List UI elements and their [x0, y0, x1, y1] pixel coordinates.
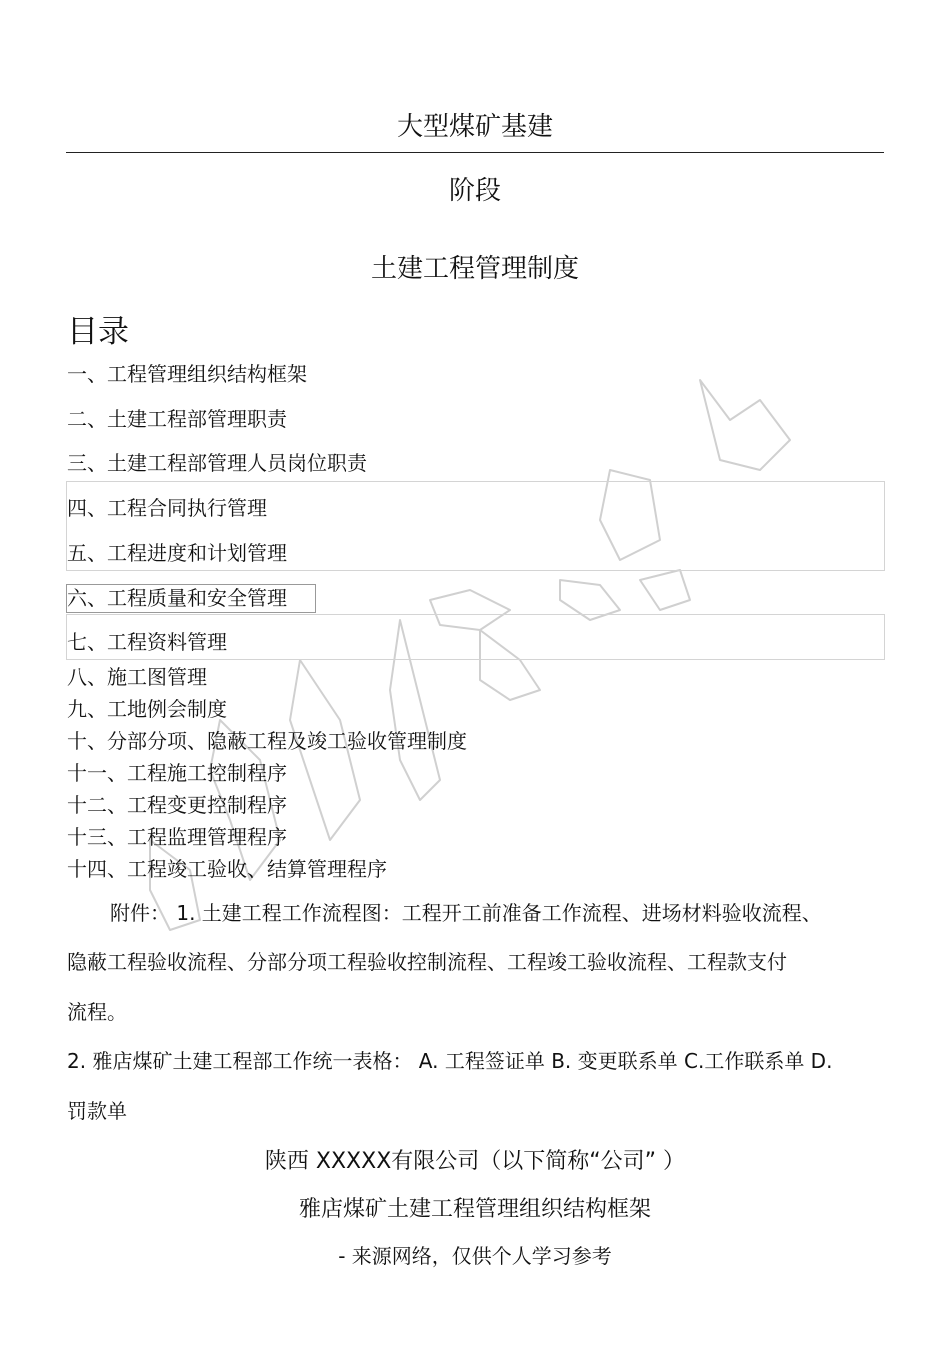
attachment-forms-paragraph: 2. 雅店煤矿土建工程部工作统一表格： A. 工程签证单 B. 变更联系单 C.工作联系单 D.	[67, 1049, 833, 1073]
source-note: - 来源网络，仅供个人学习参考	[338, 1244, 612, 1268]
toc-item: 十、分部分项、隐蔽工程及竣工验收管理制度	[67, 729, 467, 753]
document-subtitle-system: 土建工程管理制度	[370, 254, 579, 284]
document-title: 大型煤矿基建	[396, 112, 553, 142]
toc-item: 六、工程质量和安全管理	[67, 586, 287, 610]
attachment-forms-paragraph: 罚款单	[67, 1099, 127, 1123]
toc-item: 一、工程管理组织结构框架	[67, 362, 307, 386]
toc-item: 十四、工程竣工验收、结算管理程序	[67, 857, 387, 881]
toc-item: 九、工地例会制度	[67, 697, 227, 721]
toc-item: 十一、工程施工控制程序	[67, 761, 287, 785]
toc-item: 二、土建工程部管理职责	[67, 407, 287, 431]
attachment-paragraph: 流程。	[67, 1000, 127, 1024]
document-subtitle-stage: 阶段	[448, 176, 501, 206]
attachment-paragraph: 附件： 1. 土建工程工作流程图：工程开工前准备工作流程、进场材料验收流程、	[110, 901, 822, 925]
toc-item: 八、施工图管理	[67, 665, 207, 689]
toc-item: 四、工程合同执行管理	[67, 496, 267, 520]
toc-item: 七、工程资料管理	[67, 630, 227, 654]
company-line: 陕西 XXXXX有限公司（以下简称“公司” ）	[264, 1149, 686, 1174]
framework-title: 雅店煤矿土建工程管理组织结构框架	[298, 1197, 651, 1222]
toc-item: 五、工程进度和计划管理	[67, 541, 287, 565]
toc-heading: 目录	[67, 314, 129, 350]
toc-item: 十三、工程监理管理程序	[67, 825, 287, 849]
toc-item: 三、土建工程部管理人员岗位职责	[67, 451, 367, 475]
toc-item: 十二、工程变更控制程序	[67, 793, 287, 817]
title-divider	[66, 152, 884, 153]
attachment-paragraph: 隐蔽工程验收流程、分部分项工程验收控制流程、工程竣工验收流程、工程款支付	[67, 950, 787, 974]
